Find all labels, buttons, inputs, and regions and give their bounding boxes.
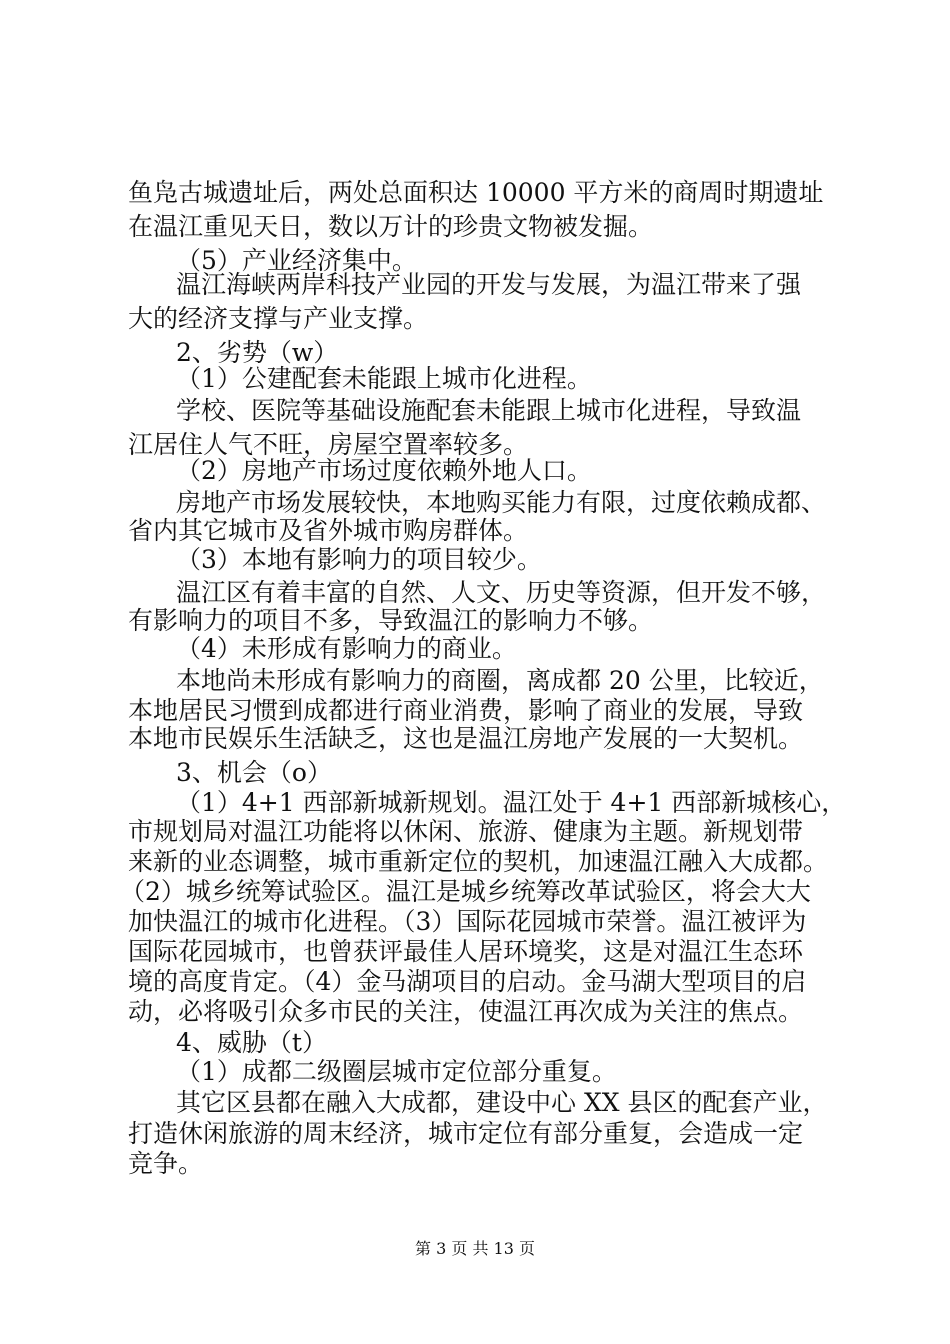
body-text-line: 有影响力的项目不多，导致温江的影响力不够。: [128, 606, 654, 635]
body-text-line: 本地市民娱乐生活缺乏，这也是温江房地产发展的一大契机。: [128, 724, 804, 753]
list-item-heading: （2）房地产市场过度依赖外地人口。: [176, 456, 592, 485]
list-item-heading: （3）本地有影响力的项目较少。: [176, 545, 542, 574]
body-text-line: 打造休闲旅游的周末经济，城市定位有部分重复，会造成一定: [128, 1119, 804, 1148]
body-text-line: 房地产市场发展较快，本地购买能力有限，过度依赖成都、: [176, 488, 827, 517]
body-text-line: 市规划局对温江功能将以休闲、旅游、健康为主题。新规划带: [128, 817, 804, 846]
body-text-line: 学校、医院等基础设施配套未能跟上城市化进程，导致温: [176, 396, 802, 425]
body-text-line: 国际花园城市，也曾获评最佳人居环境奖，这是对温江生态环: [128, 937, 804, 966]
body-text-line: 来新的业态调整，城市重新定位的契机，加速温江融入大成都。: [128, 847, 829, 876]
body-text-line: 加快温江的城市化进程。（3）国际花园城市荣誉。温江被评为: [128, 907, 807, 936]
section-heading: 2、劣势（w）: [176, 338, 339, 367]
section-heading: 4、威胁（t）: [176, 1028, 327, 1057]
body-text-line: 鱼凫古城遗址后，两处总面积达 10000 平方米的商周时期遗址: [128, 178, 824, 207]
body-text-line: 江居住人气不旺，房屋空置率较多。: [128, 430, 529, 459]
body-text-line: （2）城乡统筹试验区。温江是城乡统筹改革试验区，将会大大: [120, 877, 811, 906]
list-item-heading: （1）成都二级圈层城市定位部分重复。: [176, 1057, 617, 1086]
body-text-line: （1）4+1 西部新城新规划。温江处于 4+1 西部新城核心，: [176, 788, 847, 817]
body-text-line: 竞争。: [128, 1149, 204, 1178]
body-text-line: 境的高度肯定。（4）金马湖项目的启动。金马湖大型项目的启: [128, 967, 807, 996]
list-item-heading: （1）公建配套未能跟上城市化进程。: [176, 364, 592, 393]
body-text-line: 省内其它城市及省外城市购房群体。: [128, 516, 529, 545]
body-text-line: 温江海峡两岸科技产业园的开发与发展，为温江带来了强: [176, 270, 802, 299]
body-text-line: 本地尚未形成有影响力的商圈，离成都 20 公里，比较近，: [176, 666, 824, 695]
list-item-heading: （5）产业经济集中。: [176, 246, 417, 275]
body-text-line: 温江区有着丰富的自然、人文、历史等资源，但开发不够，: [176, 578, 827, 607]
body-text-line: 其它区县都在融入大成都，建设中心 XX 县区的配套产业，: [176, 1088, 828, 1117]
list-item-heading: （4）未形成有影响力的商业。: [176, 634, 517, 663]
page-footer: 第 3 页 共 13 页: [415, 1239, 535, 1258]
section-heading: 3、机会（o）: [176, 758, 332, 787]
body-text-line: 动，必将吸引众多市民的关注，使温江再次成为关注的焦点。: [128, 997, 804, 1026]
body-text-line: 本地居民习惯到成都进行商业消费，影响了商业的发展，导致: [128, 696, 804, 725]
body-text-line: 在温江重见天日，数以万计的珍贵文物被发掘。: [128, 212, 654, 241]
body-text-line: 大的经济支撑与产业支撑。: [128, 304, 429, 333]
